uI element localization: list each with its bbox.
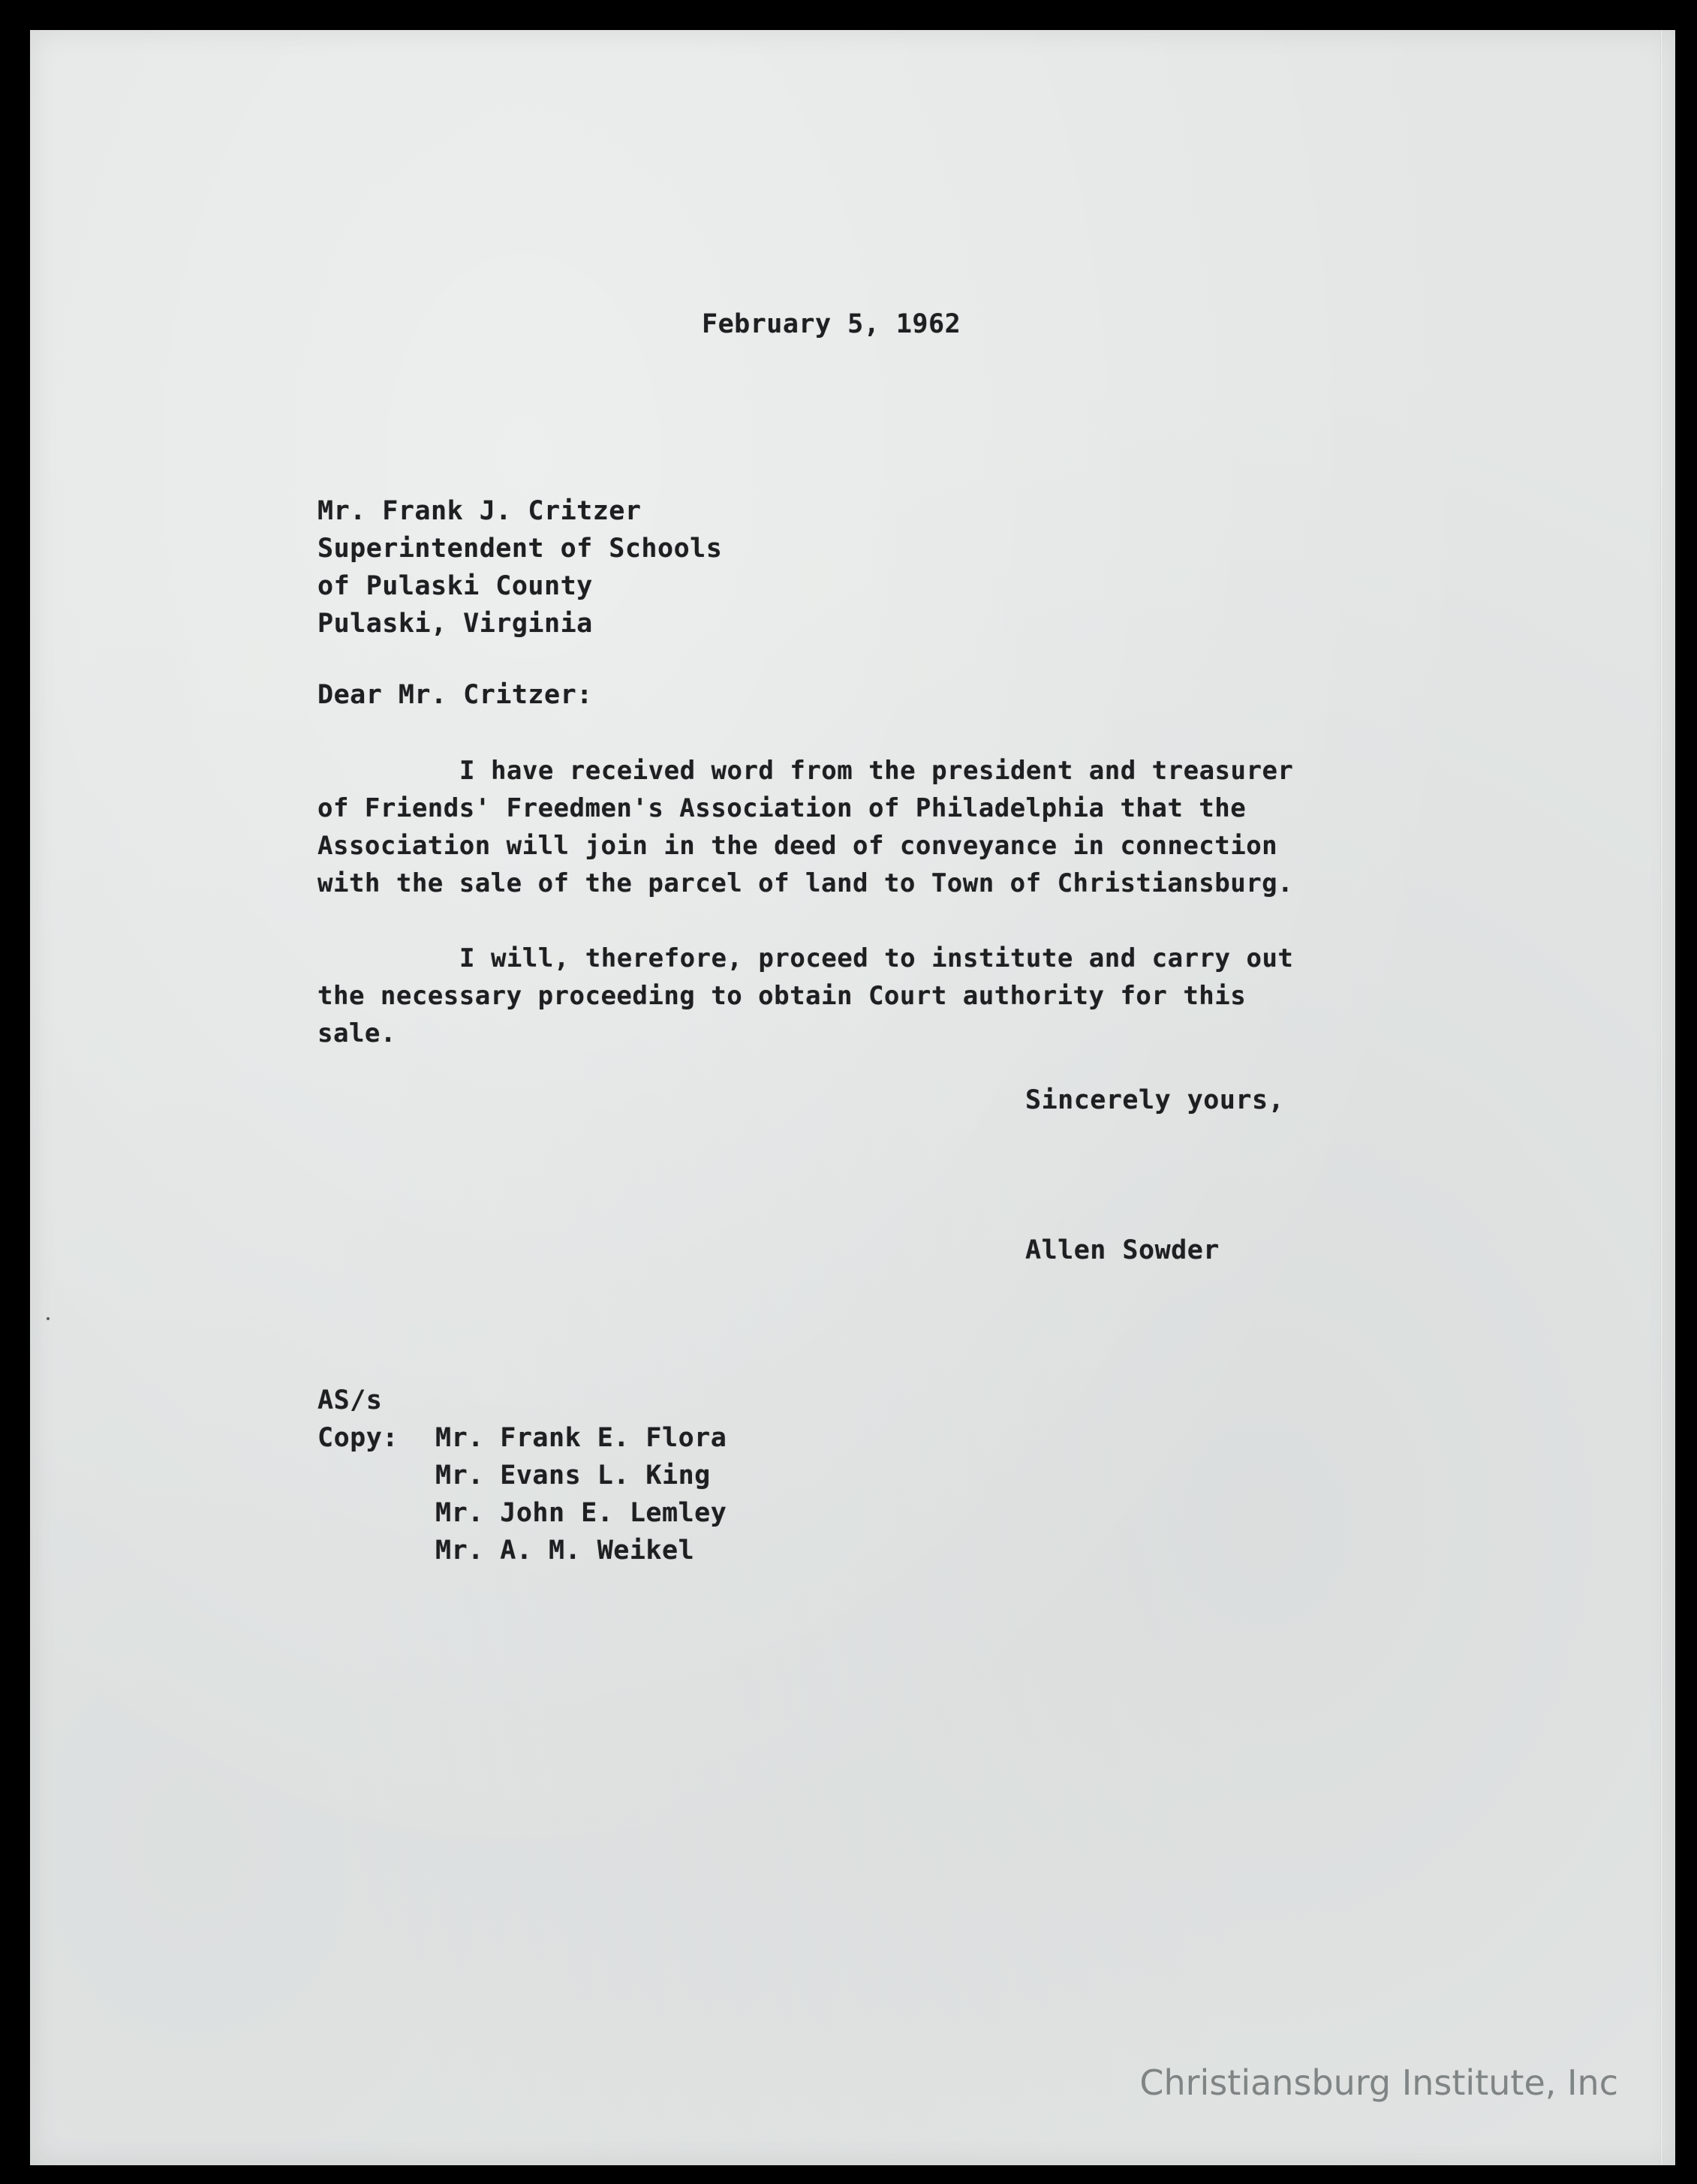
copy-label: Copy: <box>317 1423 399 1453</box>
archive-watermark: Christiansburg Institute, Inc <box>1139 2062 1618 2103</box>
paper-speck <box>47 1317 50 1320</box>
paragraph1-line: Association will join in the deed of conveyance in connection <box>317 831 1278 861</box>
letter-date: February 5, 1962 <box>702 309 961 339</box>
salutation: Dear Mr. Critzer: <box>317 680 593 710</box>
recipient-title: Superintendent of Schools <box>317 534 723 564</box>
signer-name: Allen Sowder <box>1025 1235 1220 1265</box>
paragraph1-line: with the sale of the parcel of land to Town of Christiansburg. <box>317 868 1294 898</box>
typist-initials: AS/s <box>317 1385 383 1415</box>
copy-recipient: Mr. Evans L. King <box>435 1461 711 1491</box>
paper-edge-shadow <box>1660 30 1663 2165</box>
paragraph1-line: I have received word from the president and treasurer <box>459 756 1294 786</box>
copy-recipient: Mr. John E. Lemley <box>435 1498 727 1528</box>
paragraph1-line: of Friends' Freedmen's Association of Philadelphia that the <box>317 793 1247 823</box>
recipient-location: Pulaski, Virginia <box>317 609 593 639</box>
paragraph2-line: sale. <box>317 1018 396 1048</box>
closing: Sincerely yours, <box>1025 1085 1285 1115</box>
letter-page <box>30 30 1675 2165</box>
bleed-through-stamp <box>1018 1494 1668 1853</box>
copy-recipient: Mr. A. M. Weikel <box>435 1536 695 1566</box>
recipient-county: of Pulaski County <box>317 571 593 601</box>
copy-recipient: Mr. Frank E. Flora <box>435 1423 727 1453</box>
paragraph2-line: I will, therefore, proceed to institute and carry out <box>459 943 1294 973</box>
recipient-name: Mr. Frank J. Critzer <box>317 496 642 526</box>
paragraph2-line: the necessary proceeding to obtain Court authority for this <box>317 981 1247 1011</box>
